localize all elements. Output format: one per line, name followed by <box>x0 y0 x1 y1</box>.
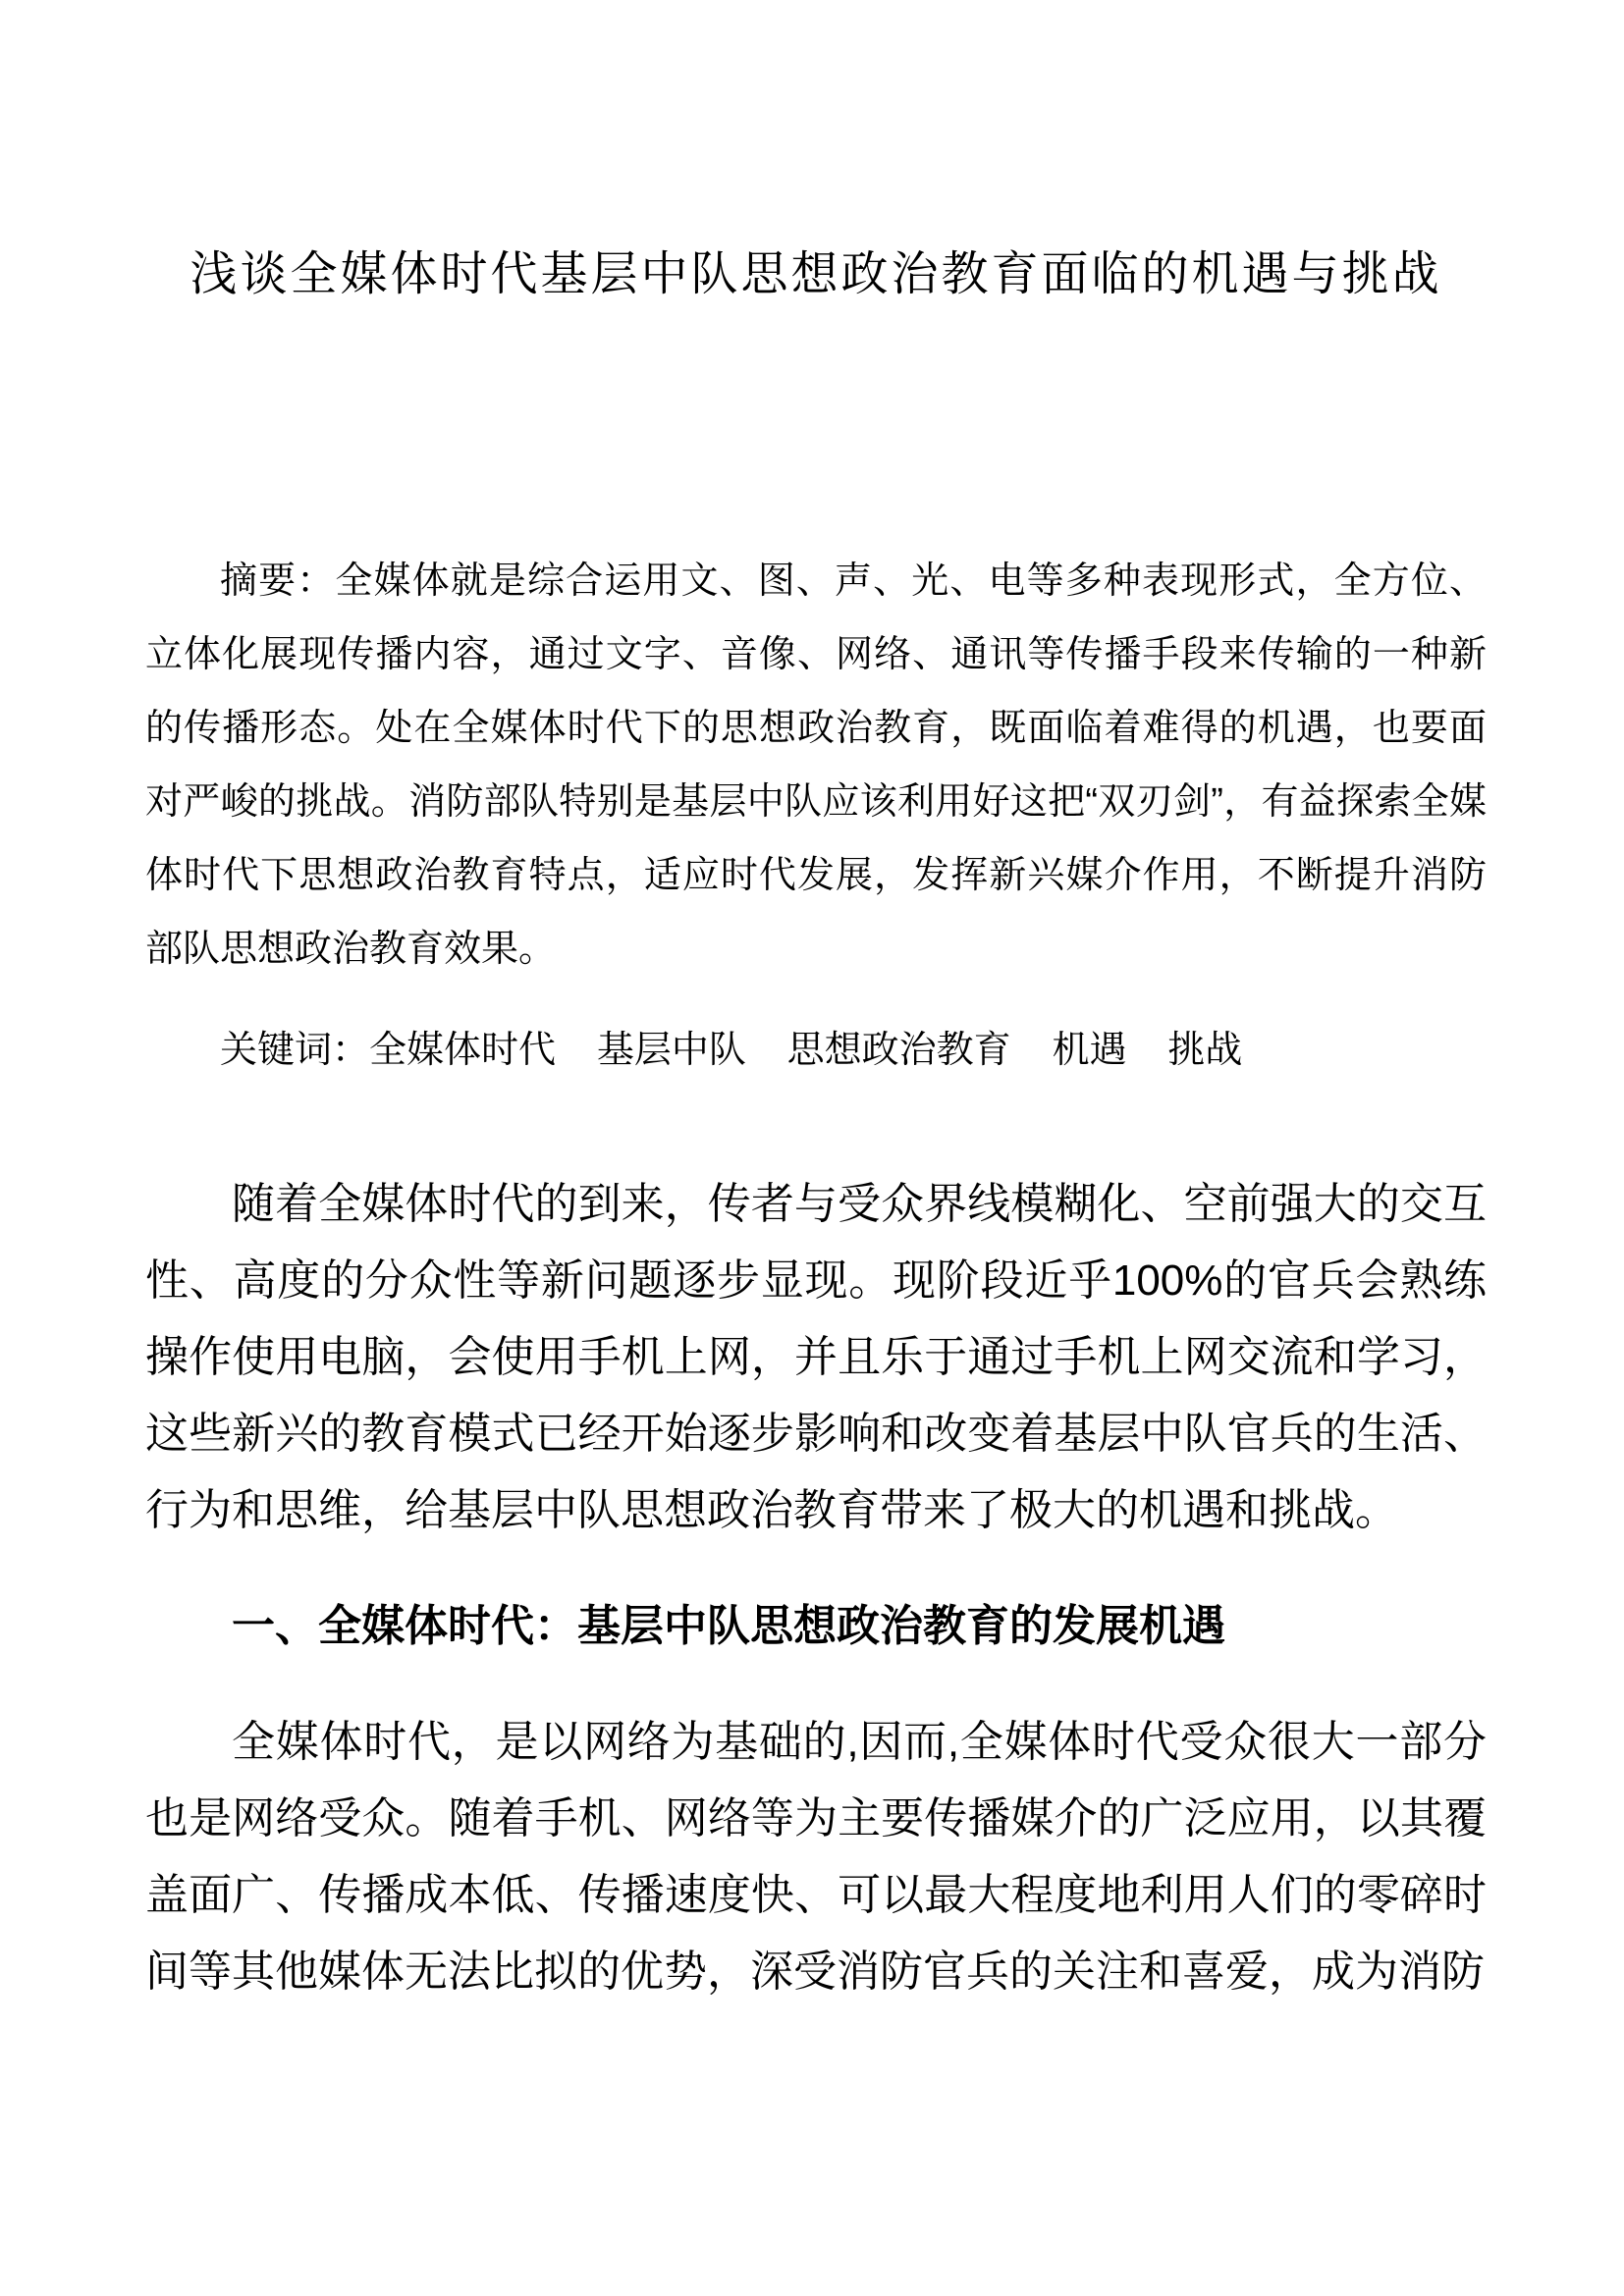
abstract-label: 摘要： <box>220 561 336 602</box>
keyword-item: 思想政治教育 <box>786 1030 1011 1071</box>
body-paragraph-2: 全媒体时代，是以网络为基础的,因而,全媒体时代受众很大一部分也是网络受众。随着手机、网络等为主要传播媒介的广泛应用，以其覆盖面广、传播成本低、传播速度快、可以最大程度地利用人们的零碎时间等其他媒体无法比拟的优势，深受消防官兵的关注和喜爱，成为消防 <box>145 1718 1487 1996</box>
body-paragraph-1: 随着全媒体时代的到来，传者与受众界线模糊化、空前强大的交互性、高度的分众性等新问题逐步显现。现阶段近乎100%的官兵会熟练操作使用电脑，会使用手机上网，并且乐于通过手机上网交流和学习，这些新兴的教育模式已经开始逐步影响和改变着基层中队官兵的生活、行为和思维，给基层中队思想政治教育带来了极大的机遇和挑战。 <box>145 1180 1487 1534</box>
abstract-paragraph <box>145 545 1487 987</box>
keyword-item: 机遇 <box>1052 1030 1127 1071</box>
abstract-text: 全媒体就是综合运用文、图、声、光、电等多种表现形式，全方位、立体化展现传播内容，通过文字、音像、网络、通讯等传播手段来传输的一种新的传播形态。处在全媒体时代下的思想政治教育，既面临着难得的机遇，也要面对严峻的挑战。消防部队特别是基层中队应该利用好这把“双刃剑”，有益探索全媒体时代下思想政治教育特点，适应时代发展，发挥新兴媒介作用，不断提升消防部队思想政治教育效果。 <box>145 561 1487 970</box>
section-heading-1: 一、全媒体时代：基层中队思想政治教育的发展机遇 <box>232 1602 1225 1650</box>
keyword-item: 挑战 <box>1167 1030 1243 1071</box>
keywords-line <box>145 1014 1487 1088</box>
keyword-item: 基层中队 <box>596 1030 746 1071</box>
document-title: 浅谈全媒体时代基层中队思想政治教育面临的机遇与挑战 <box>189 248 1442 300</box>
keywords-label: 关键词： <box>220 1030 370 1071</box>
keyword-item: 全媒体时代 <box>369 1030 557 1071</box>
